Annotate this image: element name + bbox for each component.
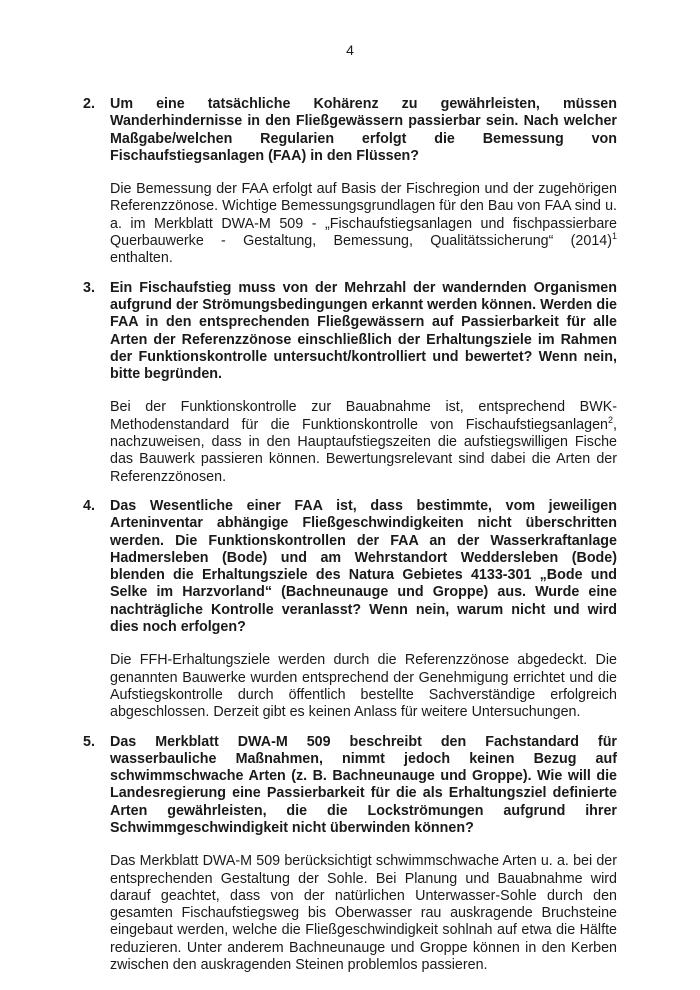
question-item-3 xyxy=(83,280,617,486)
footnote-ref-1: 1 xyxy=(611,231,617,242)
page-number: 4 xyxy=(346,42,354,58)
answer-text: Die Bemessung der FAA erfolgt auf Basis der Fischregion und der zugehörigen Referenzzönose. Wichtige Bemessungsgrundlagen für den Bau von FAA sind u. a. im Merkblatt DWA-M 509 - „Fischaufstiegsanlagen und fischpassierbare Querbauwerke - Gestaltung, Bemessung, Qualitätssicherung“ $(2014)^1$ enthalten. xyxy=(110,181,617,267)
question-item-4 xyxy=(83,498,617,722)
question-number: 2. xyxy=(83,96,95,112)
question-text: 5. Das Merkblatt DWA-M 509 beschreibt den Fachstandard für wasserbauliche Maßnahmen, nimmt jedoch keinen Bezug auf schwimmschwache Arten (z. B. Bachneunauge und Groppe). Wie will die Landesregierung eine Passierbarkeit für die als Erhaltungsziel definierte Arten gewährleisten, die die Lockströmungen aufgrund ihrer Schwimmgeschwindigkeit nicht überwinden können? xyxy=(83,733,617,836)
question-number: 4. xyxy=(83,497,95,514)
question-item-2 xyxy=(83,96,617,268)
document-body xyxy=(83,96,617,986)
answer-text: Das Merkblatt DWA-M 509 berücksichtigt schwimmschwache Arten u. a. bei der entsprechenden Gestaltung der Sohle. Bei Planung und Bauabnahme wird darauf geachtet, dass von der natürlichen Unterwasser-Sohle durch den gesamten Fischaufstiegsweg bis Oberwasser rau auskragende Bruchsteine eingebaut werden, welche die Fließgeschwindigkeit sohlnah auf etwa die Hälfte reduzieren. Unter anderem Bachneunauge und Groppe können in den Kerben zwischen den auskragenden Steinen problemlos passieren. xyxy=(110,853,617,974)
footnote-ref-2: 2 xyxy=(608,414,614,425)
question-number: 3. xyxy=(83,279,95,296)
question-item-5 xyxy=(83,734,617,975)
answer-text: Die FFH-Erhaltungsziele werden durch die Referenzzönose abgedeckt. Die genannten Bauwerke wurden entsprechend der Genehmigung errichtet und die Aufstiegskontrolle durch öffentlich bestellte Sachverständige erfolgreich abgeschlossen. Derzeit gibt es keinen Anlass für weitere Untersuchungen. xyxy=(110,652,617,721)
question-text: 3. Ein Fischaufstieg muss von der Mehrzahl der wandernden Organismen aufgrund der Strömungsbedingungen erkannt werden können. Werden die FAA in den entsprechenden Fließgewässern auf Passierbarkeit für alle Arten der Referenzzönose einschließlich der Erhaltungsziele im Rahmen der Funktionskontrolle untersucht/kontrolliert und bewertet? Wenn nein, bitte begründen. xyxy=(83,279,617,383)
question-number: 5. xyxy=(83,733,95,750)
question-text: 2. Um eine tatsächliche Kohärenz zu gewährleisten, müssen Wanderhindernisse in den Fließgewässern passierbar sein. Nach welcher Maßgabe/welchen Regularien erfolgt die Bemessung von Fischaufstiegsanlagen (FAA) in den Flüssen? xyxy=(83,96,617,164)
question-text: 4. Das Wesentliche einer FAA ist, dass bestimmte, vom jeweiligen Arteninventar abhängige Fließgeschwindigkeiten nicht überschritten werden. Die Funktionskontrollen der FAA an der Wasserkraftanlage Hadmersleben (Bode) und am Wehrstandort Weddersleben (Bode) blenden die Erhaltungsziele des Natura Gebietes 4133-301 „Bode und Selke im Harzvorland“ (Bachneunauge und Groppe) aus. Wurde eine nachträgliche Kontrolle veranlasst? Wenn nein, warum nicht und wird dies noch erfolgen? xyxy=(83,497,617,636)
answer-text: Bei der Funktionskontrolle zur Bauabnahme ist, entsprechend BWK- Methodenstandard für die Funktionskontrolle von Fischaufstiegsanlagen$^2$, nachzuweisen, dass in den Hauptaufstiegszeiten die aufstiegswilligen Fische das Bauwerk passieren können. Bewertungsrelevant sind dabei die Arten der Referenzzönosen. xyxy=(110,399,617,485)
